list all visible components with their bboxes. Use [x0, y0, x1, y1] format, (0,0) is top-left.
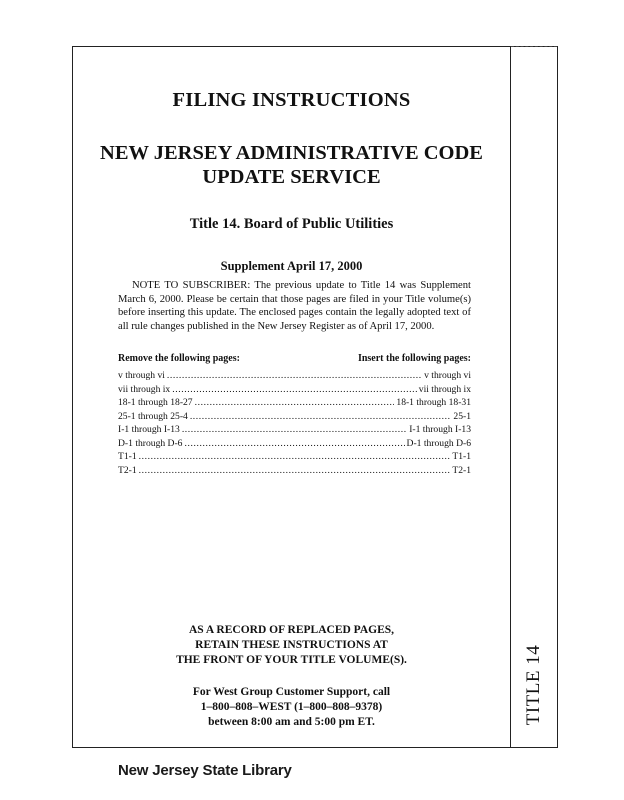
- customer-support-info: [73, 685, 510, 730]
- pages-header: [118, 353, 471, 364]
- insert-pages: I-1 through I-13: [409, 424, 471, 435]
- page-row: [118, 383, 471, 397]
- insert-pages: 18-1 through 18-31: [396, 397, 471, 408]
- remove-pages: 18-1 through 18-27: [118, 397, 193, 408]
- remove-pages: D-1 through D-6: [118, 437, 183, 449]
- insert-header: Insert the following pages:: [357, 353, 471, 364]
- pages-list: [118, 369, 471, 477]
- page-row: [118, 437, 471, 451]
- subscriber-note-text: NOTE TO SUBSCRIBER: The previous update to Title 14 was Supplement March 6, 2000. Please be certain that those pages are filed in your Title volume(s) before inserting this update. The enclosed pages contain the legally adopted text of all rule changes published in the New Jersey Register as of April 17, 2000.: [118, 280, 471, 332]
- insert-pages: D-1 through D-6: [406, 437, 471, 449]
- remove-pages: 25-1 through 25-4: [118, 410, 188, 422]
- subscriber-note: [118, 279, 471, 333]
- page-row: [118, 410, 471, 424]
- remove-pages: T2-1: [118, 464, 137, 476]
- code-title: [73, 141, 510, 189]
- dot-leader: [184, 437, 404, 451]
- record-line3: THE FRONT OF YOUR TITLE VOLUME(S).: [176, 654, 407, 666]
- tab-divider: [510, 46, 511, 748]
- dot-leader: [190, 410, 452, 424]
- page-row: [118, 464, 471, 478]
- record-instructions: [73, 623, 510, 668]
- remove-header: Remove the following pages:: [118, 353, 240, 364]
- remove-pages: I-1 through I-13: [118, 424, 180, 435]
- record-line2: RETAIN THESE INSTRUCTIONS AT: [195, 639, 388, 651]
- insert-pages: T1-1: [452, 451, 471, 462]
- page-row: [118, 423, 471, 437]
- page-row: [118, 450, 471, 464]
- record-line1: AS A RECORD OF REPLACED PAGES,: [188, 624, 395, 636]
- tab-label: TITLE 14: [523, 644, 544, 726]
- library-stamp: New Jersey State Library: [118, 762, 292, 779]
- insert-pages: vii through ix: [418, 383, 471, 395]
- support-phone: 1–800–808–WEST (1–800–808–9378): [200, 701, 383, 713]
- page-row: [118, 369, 471, 383]
- code-title-line2: UPDATE SERVICE: [202, 166, 381, 188]
- remove-pages: vii through ix: [118, 383, 171, 395]
- dot-leader: [167, 369, 422, 383]
- insert-pages: 25-1: [453, 410, 471, 422]
- dot-leader: [195, 396, 395, 410]
- frame-bottom-border: [72, 747, 558, 748]
- dot-leader: [172, 383, 417, 397]
- dot-leader: [139, 450, 451, 464]
- frame-top-border: [72, 46, 558, 47]
- insert-pages: T2-1: [452, 464, 471, 476]
- remove-pages: v through vi: [118, 370, 165, 381]
- frame-right-border: [557, 46, 558, 748]
- dot-leader: [139, 464, 451, 478]
- insert-pages: v through vi: [424, 370, 471, 381]
- title-heading: Title 14. Board of Public Utilities: [189, 216, 394, 232]
- supplement-date: Supplement April 17, 2000: [220, 259, 363, 273]
- support-line1: For West Group Customer Support, call: [192, 686, 391, 698]
- tab-dashed-edge: [511, 46, 557, 55]
- page-row: [118, 396, 471, 410]
- filing-title: FILING INSTRUCTIONS: [172, 89, 411, 111]
- code-title-line1: NEW JERSEY ADMINISTRATIVE CODE: [100, 142, 483, 164]
- dot-leader: [182, 423, 407, 437]
- remove-pages: T1-1: [118, 451, 137, 462]
- support-hours: between 8:00 am and 5:00 pm ET.: [208, 716, 375, 728]
